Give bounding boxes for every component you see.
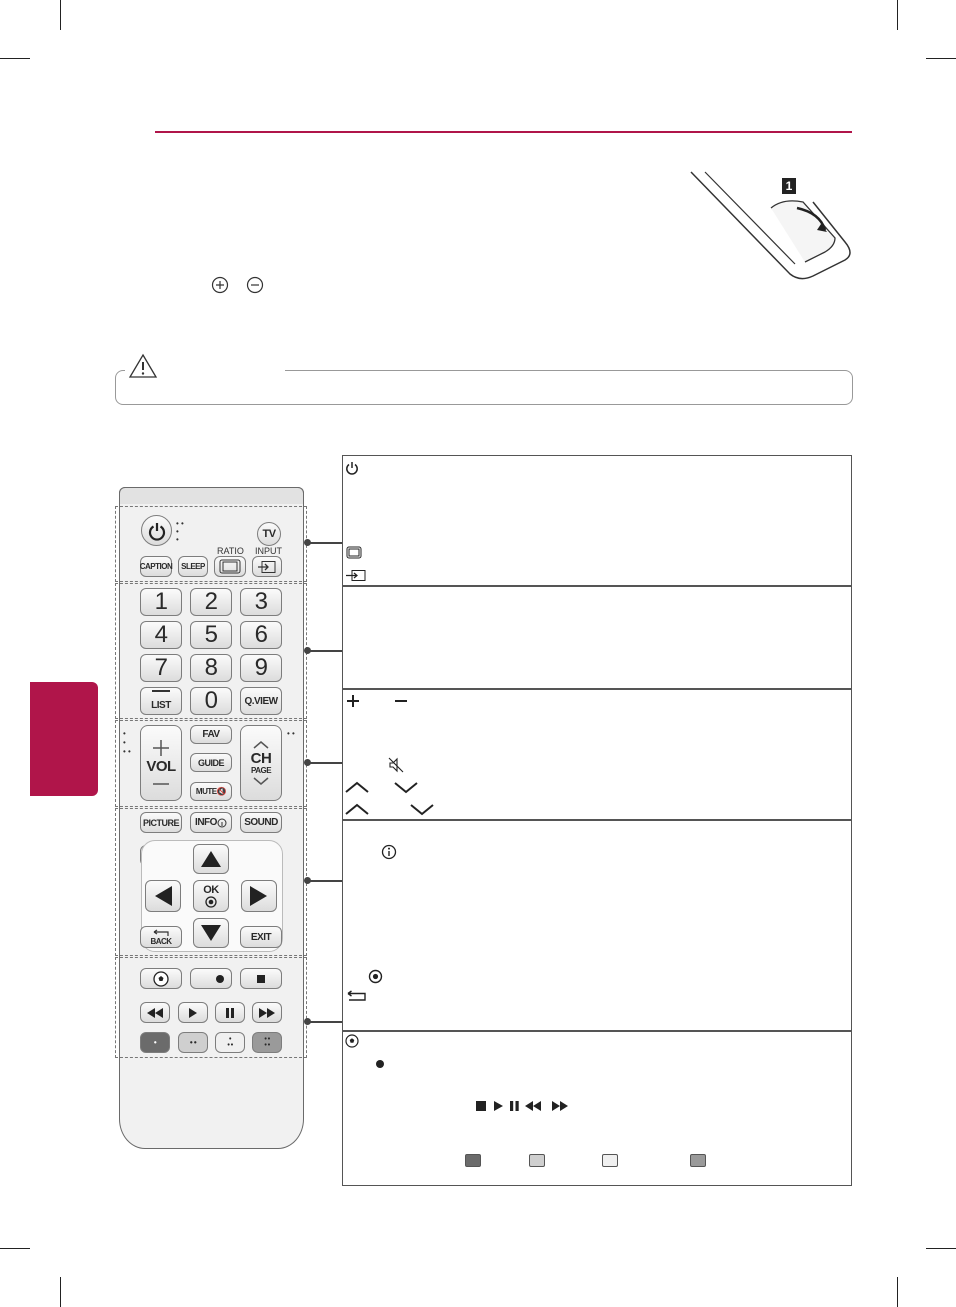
crop-mark [897, 0, 898, 30]
list-bar [152, 690, 170, 692]
plus-circle-icon [211, 276, 229, 294]
digit-9-button[interactable]: 9 [240, 654, 282, 682]
fast-forward-icon [259, 1008, 275, 1018]
guide-button[interactable]: GUIDE [190, 753, 232, 772]
chevron-down-icon [409, 802, 435, 816]
chevron-up-icon [344, 802, 370, 816]
input-icon [257, 560, 277, 574]
back-icon [345, 990, 367, 1002]
stop-icon [476, 1101, 486, 1111]
ratio-icon [219, 559, 241, 574]
minus-icon [151, 775, 171, 789]
digit-5-button[interactable]: 5 [190, 621, 232, 649]
minus-icon [393, 693, 409, 709]
step-badge: 1 [782, 178, 796, 194]
left-arrow-icon [152, 885, 174, 907]
plus-icon [151, 738, 171, 758]
rewind-icon [525, 1101, 541, 1111]
ok-icon [205, 896, 217, 908]
red-key-swatch [465, 1154, 481, 1167]
rewind-icon [147, 1008, 163, 1018]
digit-1-button[interactable]: 1 [140, 588, 182, 616]
power-icon [345, 461, 359, 475]
crop-mark [926, 58, 956, 59]
panel-divider [342, 819, 852, 821]
back-button[interactable] [140, 926, 182, 948]
ratio-icon [346, 546, 362, 559]
chevron-up-icon [344, 780, 370, 794]
right-arrow-icon [248, 885, 270, 907]
volume-rocker[interactable] [140, 725, 182, 801]
digit-3-button[interactable]: 3 [240, 588, 282, 616]
power-icon [147, 521, 167, 541]
ratio-button[interactable] [214, 556, 246, 577]
header-rule [155, 131, 852, 133]
braille-dots: • • • • [123, 729, 131, 756]
channel-rocker[interactable] [240, 725, 282, 801]
list-label: LIST [151, 700, 171, 711]
ratio-label: RATIO [217, 546, 244, 556]
yellow-key-swatch [602, 1154, 618, 1167]
soccer-icon [153, 971, 169, 987]
caption-button[interactable]: CAPTION [140, 556, 172, 577]
right-button[interactable] [241, 880, 277, 912]
mute-icon: 🔇 [216, 787, 227, 796]
soccer-icon [345, 1034, 359, 1048]
leader-line [308, 542, 342, 544]
digit-8-button[interactable]: 8 [190, 654, 232, 682]
digit-2-button[interactable]: 2 [190, 588, 232, 616]
leader-line [308, 762, 342, 764]
green-color-button[interactable]: • • [178, 1032, 208, 1053]
panel-divider [342, 585, 852, 587]
stop-button[interactable] [240, 968, 282, 989]
playback-icons [474, 1099, 574, 1113]
battery-cover-illustration [685, 168, 855, 283]
play-button[interactable] [178, 1002, 208, 1023]
info-icon [217, 818, 227, 828]
left-button[interactable] [145, 880, 181, 912]
pause-button[interactable] [215, 1002, 245, 1023]
leader-line [308, 880, 342, 882]
info-label: INFO [195, 817, 217, 828]
sports-button[interactable] [140, 968, 182, 989]
chevron-down-icon [251, 775, 271, 787]
down-button[interactable] [193, 918, 229, 948]
mute-icon [388, 757, 404, 773]
fast-forward-button[interactable] [252, 1002, 282, 1023]
digit-7-button[interactable]: 7 [140, 654, 182, 682]
minus-circle-icon [246, 276, 264, 294]
digit-4-button[interactable]: 4 [140, 621, 182, 649]
ok-icon [368, 969, 383, 984]
crop-mark [0, 58, 30, 59]
braille-dots: • • • • [176, 519, 184, 544]
leader-line [308, 1021, 342, 1023]
braille-dots: • • [287, 729, 295, 738]
info-icon [381, 844, 397, 860]
panel-divider [342, 688, 852, 690]
red-color-button[interactable]: • [140, 1032, 170, 1053]
ok-button[interactable] [193, 880, 229, 912]
input-label: INPUT [255, 546, 282, 556]
up-button[interactable] [193, 844, 229, 874]
page-label: PAGE [250, 766, 272, 775]
info-button[interactable] [190, 812, 232, 833]
ok-label: OK [203, 884, 219, 896]
record-icon [375, 1059, 385, 1069]
remote-top [119, 487, 304, 504]
warning-icon [128, 353, 158, 379]
fast-forward-icon [552, 1101, 568, 1111]
green-key-swatch [529, 1154, 545, 1167]
panel-divider [342, 1030, 852, 1032]
power-button[interactable] [141, 515, 172, 546]
sleep-button[interactable]: SLEEP [178, 556, 208, 577]
picture-button[interactable]: PICTURE [140, 812, 182, 833]
back-icon [152, 929, 170, 937]
exit-button[interactable]: EXIT [240, 926, 282, 948]
crop-mark [60, 0, 61, 30]
tv-button[interactable]: TV [257, 522, 281, 546]
digit-6-button[interactable]: 6 [240, 621, 282, 649]
crop-mark [0, 1248, 30, 1249]
record-button[interactable] [190, 968, 232, 989]
down-arrow-icon [199, 923, 223, 943]
play-icon [494, 1101, 503, 1111]
record-icon [215, 974, 225, 984]
chevron-down-icon [393, 780, 419, 794]
play-icon [188, 1008, 198, 1018]
plus-icon [345, 693, 361, 709]
crop-mark [60, 1277, 61, 1307]
chapter-tab [30, 682, 98, 796]
digit-0-button[interactable]: 0 [190, 687, 232, 715]
blue-key-swatch [690, 1154, 706, 1167]
mute-button[interactable] [190, 782, 232, 801]
ch-label: CH [250, 750, 272, 767]
vol-label: VOL [146, 757, 176, 775]
fav-button[interactable]: FAV [190, 725, 232, 744]
leader-line [308, 650, 342, 652]
input-icon [345, 569, 367, 582]
crop-mark [926, 1248, 956, 1249]
blue-color-button[interactable]: • • • • [252, 1032, 282, 1053]
input-button[interactable] [252, 556, 282, 577]
rewind-button[interactable] [140, 1002, 170, 1023]
crop-mark [897, 1277, 898, 1307]
stop-icon [256, 974, 266, 984]
pause-icon [225, 1008, 235, 1018]
mute-label: MUTE [195, 787, 217, 796]
up-arrow-icon [199, 849, 223, 869]
sound-button[interactable]: SOUND [240, 812, 282, 833]
back-label: BACK [150, 936, 172, 946]
qview-button[interactable]: Q.VIEW [240, 687, 282, 715]
description-panel [342, 455, 852, 1186]
yellow-color-button[interactable]: • • • [215, 1032, 245, 1053]
